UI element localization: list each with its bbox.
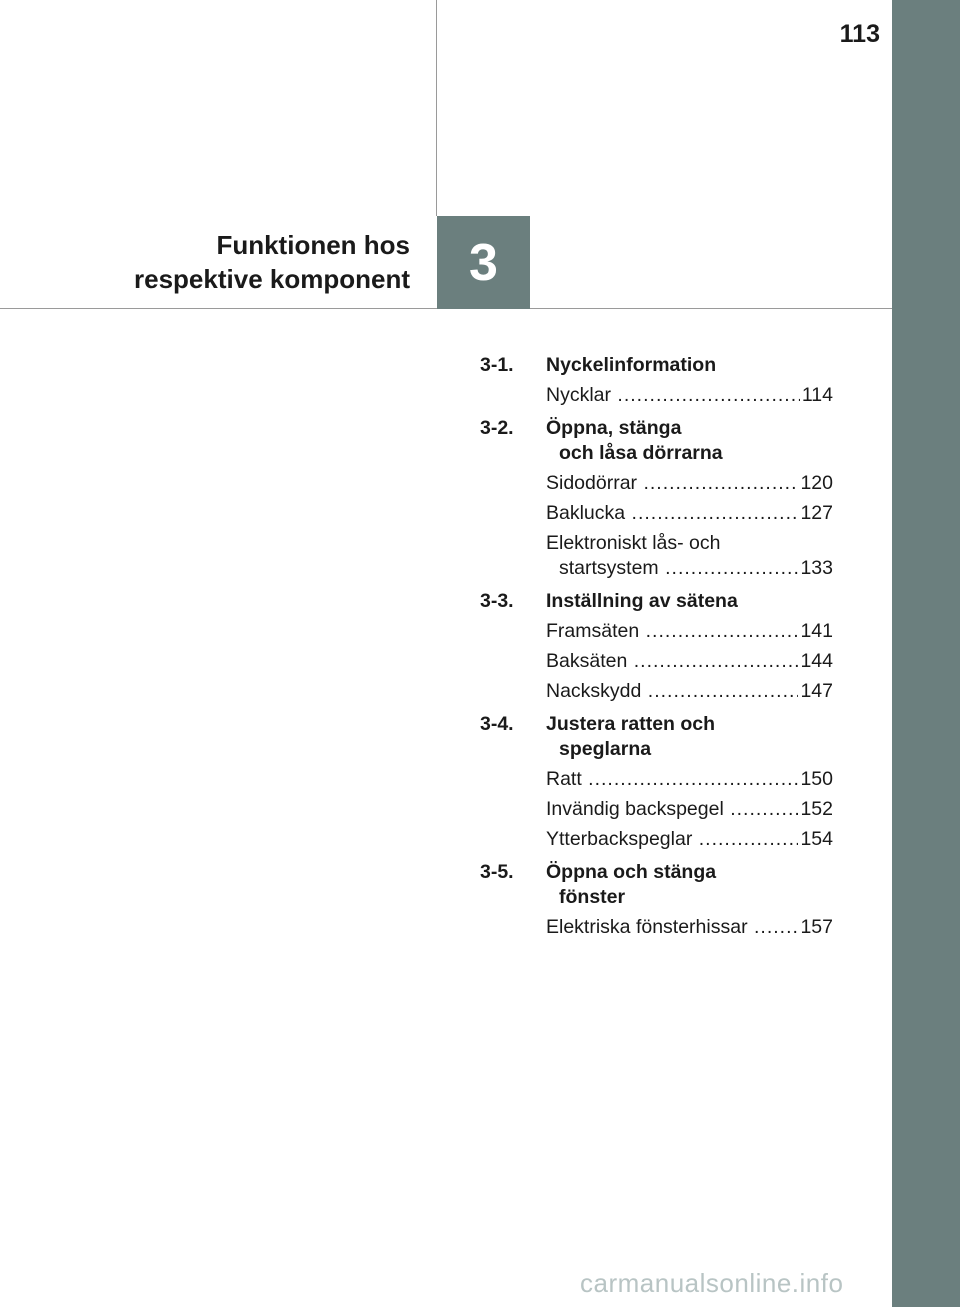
entry-text: Ratt ..... (546, 767, 798, 792)
section-title (546, 589, 833, 614)
entry-page: 152 (800, 798, 833, 820)
vertical-divider (436, 0, 437, 216)
section-entries (546, 471, 833, 581)
toc-entry[interactable] (546, 531, 833, 581)
entry-page: 154 (800, 828, 833, 850)
entry-text: Baksäten ..... (546, 649, 798, 674)
entry-page: 114 (801, 384, 833, 406)
section-title (546, 860, 833, 910)
section-title (546, 416, 833, 466)
section-entries (546, 383, 833, 408)
toc-entry[interactable] (546, 679, 833, 704)
entry-text: Nackskydd ..... (546, 679, 798, 704)
section-title (546, 712, 833, 762)
section-entries (546, 619, 833, 704)
toc-section[interactable] (480, 860, 833, 910)
section-title-line: speglarna (559, 738, 652, 760)
section-title-line: Öppna och stänga (546, 861, 717, 883)
entry-text: Nycklar ..... (546, 383, 800, 408)
section-title-line: Öppna, stänga (546, 417, 682, 439)
toc-section[interactable] (480, 712, 833, 762)
toc-entry[interactable] (546, 383, 833, 408)
section-entries (546, 767, 833, 852)
toc-entry[interactable] (546, 767, 833, 792)
section-number: 3-4. (480, 713, 514, 735)
section-title-line: Justera ratten och (546, 713, 716, 735)
table-of-contents (480, 353, 833, 948)
section-title-line: och låsa dörrarna (559, 442, 723, 464)
entry-page: 127 (800, 502, 833, 524)
entry-text: Baklucka ..... (546, 501, 798, 526)
toc-entry[interactable] (546, 619, 833, 644)
toc-entry[interactable] (546, 797, 833, 822)
entry-text: Sidodörrar ..... (546, 471, 798, 496)
watermark: carmanualsonline.info (580, 1268, 844, 1298)
chapter-title-line2: respektive komponent (134, 264, 410, 294)
section-entries (546, 915, 833, 940)
toc-entry[interactable] (546, 501, 833, 526)
section-title-line: Nyckelinformation (546, 354, 717, 376)
section-number: 3-5. (480, 861, 514, 883)
section-number: 3-3. (480, 590, 514, 612)
entry-page: 150 (800, 768, 833, 790)
entry-text: Invändig backspegel ..... (546, 797, 798, 822)
chapter-title (134, 228, 410, 296)
entry-text: Framsäten ..... (546, 619, 798, 644)
chapter-side-tab (892, 0, 960, 1307)
toc-section[interactable] (480, 353, 833, 378)
page-number: 113 (839, 20, 880, 48)
entry-text: Ytterbackspeglar ..... (546, 827, 798, 852)
entry-page: 147 (800, 680, 833, 702)
toc-section[interactable] (480, 589, 833, 614)
entry-page: 144 (800, 650, 833, 672)
entry-text (546, 531, 798, 581)
toc-entry[interactable] (546, 915, 833, 940)
entry-text: Elektriska fönsterhissar ..... (546, 915, 798, 940)
entry-text-line: Elektroniskt lås- och (546, 532, 721, 554)
section-title (546, 353, 833, 378)
toc-entry[interactable] (546, 827, 833, 852)
toc-section[interactable] (480, 416, 833, 466)
chapter-number-box: 3 (437, 216, 530, 309)
section-title-line: fönster (559, 886, 626, 908)
chapter-title-line1: Funktionen hos (216, 230, 410, 260)
entry-text-line: startsystem ..... (546, 556, 798, 581)
section-title-line: Inställning av sätena (546, 590, 738, 612)
section-number: 3-2. (480, 417, 514, 439)
toc-entry[interactable] (546, 471, 833, 496)
entry-page: 157 (800, 916, 833, 938)
toc-entry[interactable] (546, 649, 833, 674)
entry-page: 120 (800, 472, 833, 494)
section-number: 3-1. (480, 354, 514, 376)
entry-page: 133 (800, 557, 833, 579)
entry-page: 141 (800, 620, 833, 642)
